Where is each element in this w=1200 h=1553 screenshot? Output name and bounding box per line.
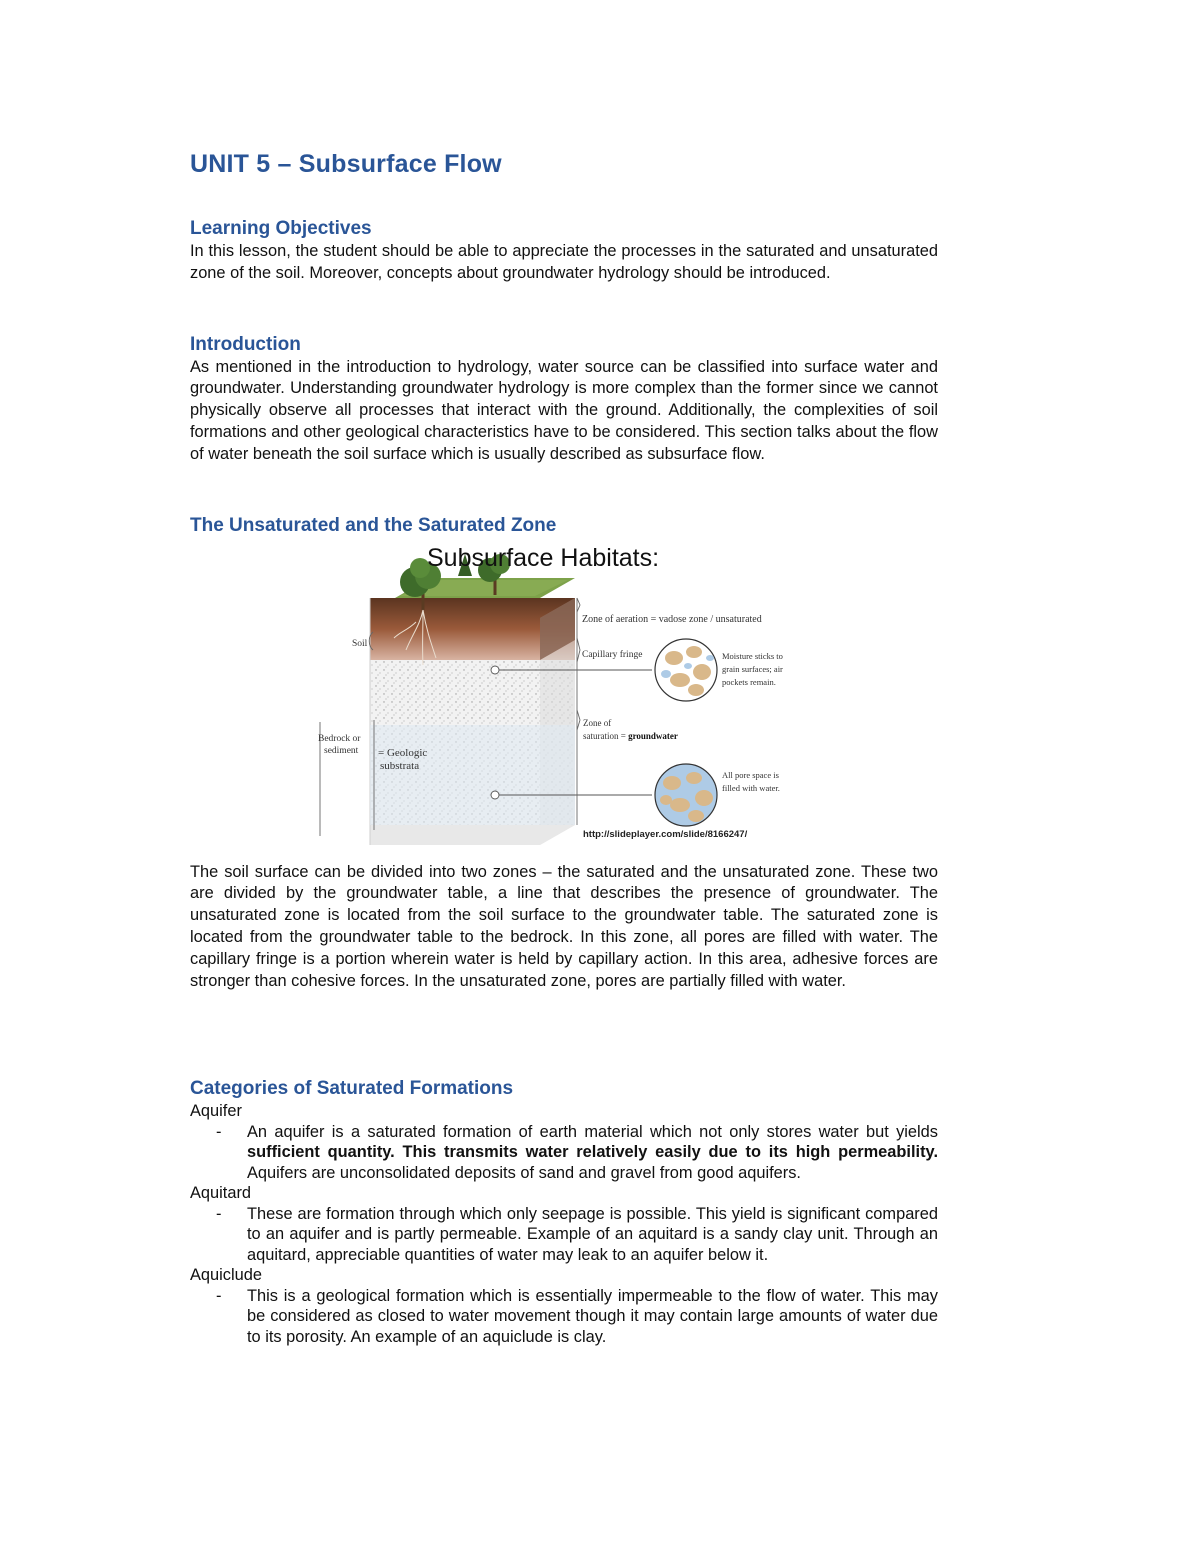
term-aquiclude: Aquiclude bbox=[190, 1266, 262, 1285]
label-saturation-1: Zone of bbox=[583, 717, 612, 728]
zones-section bbox=[190, 514, 938, 993]
learning-objectives-section bbox=[190, 217, 938, 285]
label-saturation-bold: groundwater bbox=[628, 730, 678, 741]
zones-text: The soil surface can be divided into two zones – the saturated and the unsaturated zone. These two are divided by the groundwater table, a line that describes the presence of groundwater. The unsaturated zone is located from the soil surface to the groundwater table. The saturated zone is located from the groundwater table to the bedrock. In this zone, all pores are filled with water. The capillary fringe is a portion wherein water is held by capillary action. In this area, adhesive forces are stronger than cohesive forces. In the unsaturated zone, pores are partially filled with water. bbox=[190, 862, 938, 990]
categories-section bbox=[190, 1077, 938, 1347]
zones-heading: The Unsaturated and the Saturated Zone bbox=[190, 514, 557, 536]
label-bedrock-2: sediment bbox=[324, 745, 359, 756]
introduction-section bbox=[190, 333, 938, 466]
unsaturated-pore-icon bbox=[655, 639, 717, 701]
figure-source-link: http://slideplayer.com/slide/8166247/ bbox=[583, 828, 748, 840]
label-pore-2: filled with water. bbox=[722, 782, 780, 793]
saturated-pore-icon bbox=[655, 764, 717, 826]
label-soil: Soil bbox=[352, 638, 368, 649]
label-capillary: Capillary fringe bbox=[582, 649, 643, 660]
label-moisture-2: grain surfaces; air bbox=[722, 663, 783, 674]
learning-objectives-text: In this lesson, the student should be able to appreciate the processes in the saturated and unsaturated zone of the soil. Moreover, concepts about groundwater hydrology should be introduced. bbox=[190, 242, 938, 282]
subsurface-habitats-figure bbox=[190, 540, 938, 850]
unit-title: UNIT 5 – Subsurface Flow bbox=[190, 150, 502, 178]
bullet-dash: - bbox=[216, 1204, 222, 1223]
label-aeration: Zone of aeration = vadose zone / unsaturated bbox=[582, 613, 762, 625]
categories-heading: Categories of Saturated Formations bbox=[190, 1078, 514, 1100]
label-moisture-1: Moisture sticks to bbox=[722, 650, 783, 661]
label-saturation-text: saturation = bbox=[583, 730, 629, 741]
definition-aquifer-text: An aquifer is a saturated formation of earth material which not only stores water but yields bbox=[247, 1122, 938, 1141]
label-moisture-3: pockets remain. bbox=[722, 676, 776, 687]
definition-aquifer-text-end: Aquifers are unconsolidated deposits of sand and gravel from good aquifers. bbox=[247, 1163, 801, 1182]
subsurface-diagram bbox=[190, 540, 938, 850]
label-pore-1: All pore space is bbox=[722, 769, 779, 780]
term-aquifer: Aquifer bbox=[190, 1102, 242, 1121]
definition-aquifer bbox=[190, 1122, 938, 1184]
bullet-dash: - bbox=[216, 1122, 222, 1141]
figure-title: Subsurface Habitats: bbox=[427, 543, 660, 572]
definition-aquitard bbox=[190, 1204, 938, 1266]
learning-objectives-heading: Learning Objectives bbox=[190, 218, 372, 239]
label-bedrock-1: Bedrock or bbox=[318, 733, 361, 744]
document-content bbox=[190, 150, 938, 1347]
label-geologic-1: = Geologic bbox=[378, 746, 428, 759]
term-aquitard: Aquitard bbox=[190, 1184, 252, 1203]
introduction-heading: Introduction bbox=[190, 333, 301, 355]
definition-aquiclude-text: This is a geological formation which is essentially impermeable to the flow of water. This may be considered as closed to water movement though it may contain large amounts of water due to its porosity. An example of an aquiclude is clay. bbox=[247, 1286, 938, 1346]
label-geologic-2: substrata bbox=[380, 759, 420, 772]
definition-aquitard-text: These are formation through which only seepage is possible. This yield is significant compared to an aquifer and is partly permeable. Example of an aquitard is a sandy clay unit. Through an aquitard, appreciable quantities of water may leak to an aquifer below it. bbox=[247, 1204, 938, 1264]
definition-aquiclude bbox=[190, 1286, 938, 1348]
introduction-text: As mentioned in the introduction to hydrology, water source can be classified into surface water and groundwater. Understanding groundwater hydrology is more complex than the former since we cannot physically observe all processes that interact with the ground. Additionally, the complexities of soil formations and other geological characteristics have to be considered. This section talks about the flow of water beneath the soil surface which is usually described as subsurface flow. bbox=[190, 357, 938, 463]
bullet-dash: - bbox=[216, 1286, 222, 1305]
definition-aquifer-bold: sufficient quantity. This transmits water relatively easily due to its high permeability. bbox=[247, 1143, 938, 1162]
label-saturation-2 bbox=[583, 731, 678, 741]
